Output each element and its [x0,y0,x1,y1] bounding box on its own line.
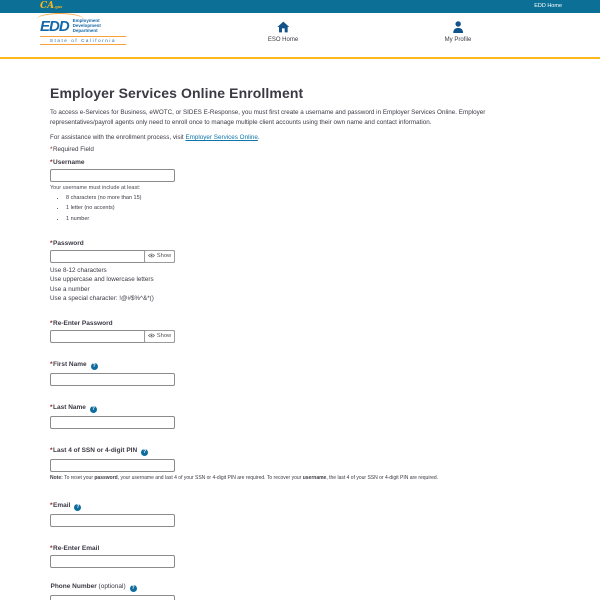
edd-logo-acronym: EDD [40,17,69,35]
username-rule-item: • 1 number [66,216,550,222]
reenter-email-label: *Re-Enter Email [50,544,100,552]
password-rule: Use a number [50,285,90,293]
email-help-icon[interactable]: ? [76,503,80,510]
reenter-password-label: *Re-Enter Password [50,319,113,327]
nav-eso-home[interactable] [268,20,298,43]
username-rules-intro: Your username must include at least: [50,184,141,191]
eye-icon [148,253,155,260]
site-header [0,13,600,57]
ca-gov-logo[interactable] [40,0,62,13]
first-name-input[interactable] [50,373,175,386]
assistance-paragraph: For assistance with the enrollment process, visit Employer Services Online. [50,133,260,141]
email-label: *Email ? [50,501,80,510]
page-title: Employer Services Online Enrollment [50,85,304,101]
edd-logo-tagline: State of California [40,36,126,45]
edd-logo[interactable] [40,18,126,45]
username-input[interactable] [50,169,175,182]
main-content [0,59,600,600]
ssn-pin-input[interactable] [50,459,175,472]
last-name-field-group [50,404,550,429]
password-rule: Use uppercase and lowercase letters [50,276,154,284]
reenter-email-input[interactable] [50,555,175,568]
eye-icon [148,333,155,340]
ca-gov-logo-text: CA [40,1,55,11]
password-rules [50,266,550,304]
edd-logo-department-text: Employment Development Department [72,18,101,34]
username-rule-item: • 8 characters (no more than 15) [66,195,550,201]
password-label: *Password [50,239,84,247]
first-name-label: *First Name ? [50,360,96,369]
phone-help-icon[interactable]: ? [131,584,135,591]
home-icon [277,20,290,33]
ssn-pin-field-group [50,447,550,482]
password-show-button[interactable]: Show [144,250,175,263]
reenter-password-show-button[interactable]: Show [144,330,175,343]
username-field-group [50,159,550,222]
ssn-pin-help-icon[interactable]: ? [143,448,147,455]
password-rule: Use a special character: !@#$%^&*() [50,295,154,303]
phone-input[interactable] [50,595,175,600]
edd-logo-swoosh [37,13,83,25]
nav-my-profile-label: My Profile [444,37,472,43]
ca-gov-logo-suffix: .gov [54,4,63,9]
profile-icon [452,20,463,33]
reenter-email-field-group [50,545,550,568]
phone-field-group [50,583,550,600]
required-field-note: *Required Field [50,145,94,153]
username-rule-item: • 1 letter (no accents) [66,205,550,211]
first-name-field-group [50,361,550,386]
nav-my-profile[interactable] [445,20,472,43]
last-name-help-icon[interactable]: ? [91,405,95,412]
username-label: *Username [50,158,85,166]
email-input[interactable] [50,514,175,527]
utility-bar [0,0,600,13]
employer-services-online-link[interactable]: Employer Services Online [185,133,258,141]
first-name-help-icon[interactable]: ? [92,362,96,369]
password-field-group [50,240,550,304]
intro-paragraph: To access e-Services for Business, eWOTC, or SIDES E-Response, you must first create a username and password in Employer Services Online. Employer representatives/payroll agents only need to enroll once to manage multiple client accounts using their own name and contact information. [50,109,486,127]
password-rule: Use 8-12 characters [50,266,107,274]
edd-home-link[interactable]: EDD Home [534,3,562,9]
last-name-input[interactable] [50,416,175,429]
username-rules-list [66,195,550,222]
ssn-pin-label: *Last 4 of SSN or 4-digit PIN ? [50,446,147,455]
reenter-password-field-group [50,320,550,343]
ssn-pin-note: Note: To reset your password, your username and last 4 of your SSN or 4-digit PIN are required. To recover your username, the last 4 of your SSN or 4-digit PIN are required. [50,474,439,481]
nav-eso-home-label: ESO Home [267,37,299,43]
email-field-group [50,502,550,527]
phone-label: Phone Number (optional) ? [50,582,135,591]
last-name-label: *Last Name ? [50,403,95,412]
